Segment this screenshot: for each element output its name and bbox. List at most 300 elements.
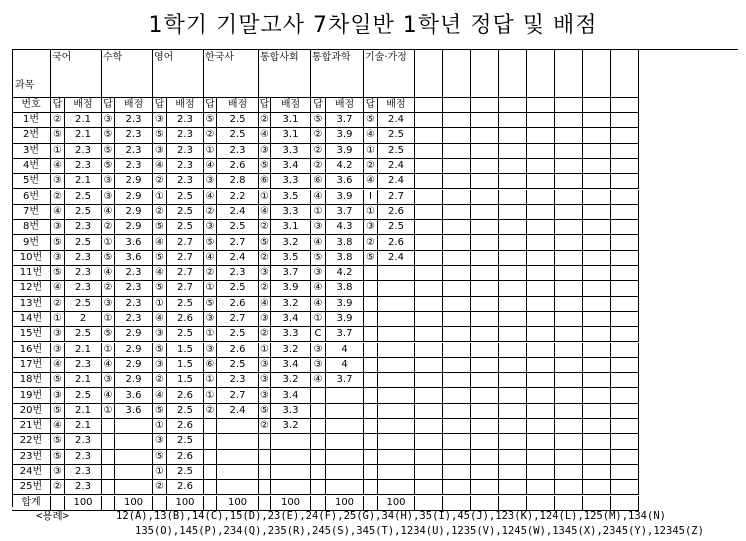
score-cell: 2.3 bbox=[65, 144, 102, 159]
empty-cell bbox=[611, 358, 639, 373]
answer-cell: ⑤ bbox=[102, 159, 115, 174]
answer-cell: ⑤ bbox=[153, 281, 167, 296]
score-cell bbox=[326, 388, 364, 403]
empty-cell bbox=[555, 312, 583, 327]
answer-cell: ⑤ bbox=[102, 251, 115, 266]
score-cell: 2.9 bbox=[115, 174, 153, 189]
empty-cell bbox=[583, 404, 611, 419]
empty-cell bbox=[527, 128, 555, 143]
answer-cell: ② bbox=[153, 205, 167, 220]
score-cell bbox=[378, 312, 415, 327]
empty-cell bbox=[415, 144, 443, 159]
empty-cell bbox=[555, 480, 583, 495]
score-header: 배점 bbox=[378, 98, 415, 113]
subject-header: 통합사회 bbox=[259, 49, 311, 98]
empty-cell bbox=[555, 419, 583, 434]
empty-cell bbox=[415, 434, 443, 449]
answer-cell: ① bbox=[153, 297, 167, 312]
score-cell bbox=[326, 434, 364, 449]
empty-cell bbox=[527, 98, 555, 113]
empty-cell bbox=[471, 159, 499, 174]
empty-cell bbox=[583, 281, 611, 296]
empty-cell bbox=[527, 205, 555, 220]
empty-cell bbox=[583, 190, 611, 205]
subject-header: 통합과학 bbox=[311, 49, 364, 98]
score-cell: 2.9 bbox=[115, 343, 153, 358]
empty-cell bbox=[415, 343, 443, 358]
score-cell bbox=[217, 465, 259, 480]
answer-cell: ① bbox=[204, 327, 217, 342]
answer-cell: ④ bbox=[51, 419, 65, 434]
answer-cell: ④ bbox=[102, 388, 115, 403]
empty-cell bbox=[499, 281, 527, 296]
score-cell bbox=[271, 434, 311, 449]
score-cell: 2.7 bbox=[167, 251, 204, 266]
score-cell: 2.9 bbox=[115, 190, 153, 205]
score-cell bbox=[326, 465, 364, 480]
score-cell bbox=[378, 327, 415, 342]
empty-cell bbox=[499, 327, 527, 342]
score-cell bbox=[271, 465, 311, 480]
score-cell bbox=[378, 480, 415, 495]
answer-cell: ② bbox=[153, 480, 167, 495]
score-cell: 2.7 bbox=[167, 235, 204, 250]
answer-cell bbox=[204, 465, 217, 480]
empty-cell bbox=[583, 128, 611, 143]
empty-cell bbox=[499, 113, 527, 128]
score-cell: 3.6 bbox=[115, 235, 153, 250]
score-cell: 2.6 bbox=[167, 450, 204, 465]
answer-cell: ⑥ bbox=[259, 174, 271, 189]
empty-cell bbox=[583, 312, 611, 327]
score-cell: 2.3 bbox=[65, 434, 102, 449]
empty-cell bbox=[471, 251, 499, 266]
score-cell bbox=[217, 450, 259, 465]
score-cell bbox=[378, 465, 415, 480]
total-score-cell: 100 bbox=[217, 496, 259, 511]
empty-cell bbox=[583, 327, 611, 342]
empty-cell bbox=[555, 266, 583, 281]
answer-cell bbox=[311, 404, 326, 419]
score-cell bbox=[378, 266, 415, 281]
answer-cell bbox=[311, 480, 326, 495]
score-cell: 3.3 bbox=[271, 404, 311, 419]
score-cell bbox=[378, 343, 415, 358]
question-number: 24번 bbox=[12, 465, 51, 480]
empty-cell bbox=[499, 404, 527, 419]
score-cell: 2.3 bbox=[65, 220, 102, 235]
score-cell: 4.2 bbox=[326, 159, 364, 174]
empty-cell bbox=[555, 327, 583, 342]
score-cell: 2.5 bbox=[167, 404, 204, 419]
score-header: 배점 bbox=[167, 98, 204, 113]
empty-cell bbox=[611, 174, 639, 189]
score-cell: 3.9 bbox=[326, 297, 364, 312]
score-cell: 2.4 bbox=[217, 251, 259, 266]
question-number: 2번 bbox=[12, 128, 51, 143]
score-cell: 3.3 bbox=[271, 205, 311, 220]
question-number: 14번 bbox=[12, 312, 51, 327]
empty-cell bbox=[611, 388, 639, 403]
score-cell: 3.7 bbox=[326, 327, 364, 342]
empty-cell bbox=[471, 388, 499, 403]
empty-cell bbox=[527, 190, 555, 205]
answer-cell: ③ bbox=[51, 327, 65, 342]
empty-cell bbox=[611, 343, 639, 358]
score-cell: 2.3 bbox=[217, 144, 259, 159]
empty-cell bbox=[443, 281, 471, 296]
score-cell: 2.1 bbox=[65, 174, 102, 189]
empty-cell bbox=[499, 220, 527, 235]
answer-cell: ④ bbox=[311, 281, 326, 296]
score-cell: 3.9 bbox=[271, 281, 311, 296]
empty-header-cell bbox=[555, 49, 583, 98]
score-cell: 2.5 bbox=[378, 128, 415, 143]
answer-cell bbox=[364, 266, 378, 281]
answer-cell: ③ bbox=[259, 266, 271, 281]
score-cell: 3.8 bbox=[326, 281, 364, 296]
score-cell: 2.6 bbox=[167, 419, 204, 434]
score-cell bbox=[115, 480, 153, 495]
score-cell bbox=[217, 419, 259, 434]
answer-cell: ① bbox=[204, 144, 217, 159]
subject-header: 영어 bbox=[153, 49, 204, 98]
score-cell: 2.7 bbox=[167, 281, 204, 296]
legend-codes-1: 12(A),13(B),14(C),15(D),23(E),24(F),25(G),34(H),35(I),45(J),123(K),124(L),125(M),134(N) bbox=[116, 510, 666, 522]
answer-cell: ④ bbox=[364, 174, 378, 189]
answer-cell: ⑤ bbox=[51, 373, 65, 388]
empty-cell bbox=[499, 297, 527, 312]
answer-cell: ⑤ bbox=[311, 251, 326, 266]
empty-cell bbox=[555, 404, 583, 419]
score-cell bbox=[271, 450, 311, 465]
empty-cell bbox=[443, 358, 471, 373]
answer-cell: ④ bbox=[204, 251, 217, 266]
empty-cell bbox=[415, 480, 443, 495]
empty-cell bbox=[527, 358, 555, 373]
empty-header-cell bbox=[527, 49, 555, 98]
score-cell: 2.6 bbox=[217, 297, 259, 312]
score-cell: 2.3 bbox=[65, 266, 102, 281]
answer-cell: ② bbox=[102, 281, 115, 296]
subject-header: 수학 bbox=[102, 49, 153, 98]
score-cell: 2.3 bbox=[217, 373, 259, 388]
empty-cell bbox=[611, 465, 639, 480]
answer-cell: ② bbox=[259, 327, 271, 342]
empty-cell bbox=[471, 419, 499, 434]
empty-cell bbox=[499, 174, 527, 189]
empty-cell bbox=[527, 450, 555, 465]
answer-cell: ① bbox=[259, 343, 271, 358]
score-cell: 2.3 bbox=[115, 128, 153, 143]
empty-cell bbox=[527, 297, 555, 312]
score-cell: 2.6 bbox=[167, 312, 204, 327]
question-number: 25번 bbox=[12, 480, 51, 495]
answer-cell: ② bbox=[153, 373, 167, 388]
score-cell: 2.5 bbox=[167, 327, 204, 342]
answer-cell: ① bbox=[153, 190, 167, 205]
empty-cell bbox=[611, 220, 639, 235]
empty-cell bbox=[555, 450, 583, 465]
answer-cell: ④ bbox=[153, 235, 167, 250]
empty-cell bbox=[555, 128, 583, 143]
answer-cell: ⑥ bbox=[204, 358, 217, 373]
score-cell: 2.5 bbox=[65, 190, 102, 205]
answer-cell: ④ bbox=[259, 128, 271, 143]
score-cell bbox=[326, 480, 364, 495]
empty-cell bbox=[471, 450, 499, 465]
answer-cell bbox=[364, 297, 378, 312]
score-cell: 3.1 bbox=[271, 220, 311, 235]
empty-cell bbox=[471, 235, 499, 250]
score-cell: 2.3 bbox=[167, 159, 204, 174]
answer-cell: ⑤ bbox=[51, 128, 65, 143]
empty-cell bbox=[499, 144, 527, 159]
score-cell bbox=[378, 419, 415, 434]
score-cell: 2.5 bbox=[217, 327, 259, 342]
score-cell: 3.4 bbox=[271, 159, 311, 174]
empty-cell bbox=[555, 174, 583, 189]
answer-cell bbox=[259, 480, 271, 495]
answer-cell: ② bbox=[102, 220, 115, 235]
empty-cell bbox=[471, 404, 499, 419]
question-number: 15번 bbox=[12, 327, 51, 342]
empty-cell bbox=[443, 235, 471, 250]
empty-cell bbox=[527, 266, 555, 281]
score-cell: 3.1 bbox=[271, 128, 311, 143]
answer-cell bbox=[204, 480, 217, 495]
score-header: 배점 bbox=[65, 98, 102, 113]
empty-cell bbox=[611, 266, 639, 281]
answer-cell: ② bbox=[51, 190, 65, 205]
answer-cell: ⑤ bbox=[364, 113, 378, 128]
score-cell: 2.3 bbox=[65, 358, 102, 373]
score-cell: 2.3 bbox=[217, 266, 259, 281]
score-cell bbox=[378, 297, 415, 312]
question-number: 7번 bbox=[12, 205, 51, 220]
empty-cell bbox=[499, 266, 527, 281]
score-cell: 3.4 bbox=[271, 388, 311, 403]
score-cell: 1.5 bbox=[167, 373, 204, 388]
empty-cell bbox=[555, 434, 583, 449]
score-cell bbox=[115, 465, 153, 480]
score-cell: 2.3 bbox=[65, 281, 102, 296]
answer-cell: ② bbox=[204, 404, 217, 419]
score-cell: 3.7 bbox=[271, 266, 311, 281]
empty-cell bbox=[415, 190, 443, 205]
answer-cell: ② bbox=[311, 144, 326, 159]
answer-cell: ② bbox=[204, 205, 217, 220]
total-score-cell: 100 bbox=[65, 496, 102, 511]
answer-cell: ② bbox=[259, 419, 271, 434]
total-score-cell: 100 bbox=[167, 496, 204, 511]
question-number: 11번 bbox=[12, 266, 51, 281]
score-cell: 2.1 bbox=[65, 404, 102, 419]
empty-cell bbox=[471, 297, 499, 312]
answer-cell: ⑤ bbox=[311, 113, 326, 128]
empty-cell bbox=[527, 220, 555, 235]
answer-cell: ① bbox=[311, 205, 326, 220]
empty-cell bbox=[583, 480, 611, 495]
answer-cell: ④ bbox=[364, 128, 378, 143]
answer-cell: ③ bbox=[259, 358, 271, 373]
answer-cell bbox=[204, 450, 217, 465]
empty-cell bbox=[527, 174, 555, 189]
empty-cell bbox=[443, 419, 471, 434]
empty-cell bbox=[415, 450, 443, 465]
empty-cell bbox=[555, 373, 583, 388]
empty-cell bbox=[499, 419, 527, 434]
question-number: 21번 bbox=[12, 419, 51, 434]
empty-cell bbox=[415, 220, 443, 235]
subject-header: 국어 bbox=[51, 49, 102, 98]
answer-cell: ③ bbox=[204, 343, 217, 358]
empty-cell bbox=[583, 343, 611, 358]
empty-cell bbox=[527, 434, 555, 449]
answer-cell bbox=[204, 419, 217, 434]
total-score-cell: 100 bbox=[271, 496, 311, 511]
empty-cell bbox=[471, 128, 499, 143]
answer-cell bbox=[311, 388, 326, 403]
empty-cell bbox=[443, 128, 471, 143]
empty-cell bbox=[443, 327, 471, 342]
score-cell: 2.3 bbox=[65, 480, 102, 495]
empty-cell bbox=[527, 312, 555, 327]
empty-cell bbox=[555, 235, 583, 250]
question-number: 22번 bbox=[12, 434, 51, 449]
answer-cell: ① bbox=[153, 419, 167, 434]
empty-cell bbox=[611, 190, 639, 205]
score-cell: 2.5 bbox=[167, 190, 204, 205]
answer-cell: ⑤ bbox=[102, 144, 115, 159]
empty-cell bbox=[499, 358, 527, 373]
answer-cell bbox=[102, 465, 115, 480]
score-cell: 2.9 bbox=[115, 373, 153, 388]
answer-cell: ⑤ bbox=[153, 450, 167, 465]
answer-cell: ④ bbox=[311, 190, 326, 205]
score-cell bbox=[326, 450, 364, 465]
answer-cell: ③ bbox=[204, 174, 217, 189]
score-cell: 2.9 bbox=[115, 358, 153, 373]
score-cell: 2.5 bbox=[65, 235, 102, 250]
score-cell: 2.2 bbox=[217, 190, 259, 205]
score-cell: 2.3 bbox=[167, 174, 204, 189]
answer-cell: ⑤ bbox=[364, 251, 378, 266]
legend bbox=[36, 509, 736, 539]
answer-cell: ⑤ bbox=[153, 220, 167, 235]
score-cell: 2.5 bbox=[217, 358, 259, 373]
score-cell: 2.5 bbox=[167, 297, 204, 312]
score-cell: 3.3 bbox=[271, 144, 311, 159]
score-cell: 2.5 bbox=[65, 327, 102, 342]
answer-cell: ② bbox=[51, 480, 65, 495]
answer-cell: ③ bbox=[259, 312, 271, 327]
empty-cell bbox=[583, 205, 611, 220]
score-header: 배점 bbox=[271, 98, 311, 113]
score-cell: 2.6 bbox=[217, 343, 259, 358]
score-cell: 2.1 bbox=[65, 373, 102, 388]
score-cell bbox=[378, 404, 415, 419]
score-header: 배점 bbox=[217, 98, 259, 113]
empty-cell bbox=[611, 480, 639, 495]
empty-cell bbox=[443, 450, 471, 465]
empty-cell bbox=[415, 128, 443, 143]
score-cell: 3.7 bbox=[326, 113, 364, 128]
empty-cell bbox=[527, 327, 555, 342]
answer-cell: ③ bbox=[51, 343, 65, 358]
answer-cell: ② bbox=[204, 128, 217, 143]
score-cell: 3.2 bbox=[271, 419, 311, 434]
empty-cell bbox=[555, 159, 583, 174]
question-number: 12번 bbox=[12, 281, 51, 296]
answer-cell: ① bbox=[311, 312, 326, 327]
empty-cell bbox=[583, 235, 611, 250]
empty-cell bbox=[583, 159, 611, 174]
answer-cell: ④ bbox=[259, 205, 271, 220]
answer-cell bbox=[364, 388, 378, 403]
score-cell: 2.3 bbox=[65, 465, 102, 480]
score-cell: 2.5 bbox=[378, 144, 415, 159]
empty-cell bbox=[415, 312, 443, 327]
answer-cell: ② bbox=[51, 113, 65, 128]
answer-cell: ⑤ bbox=[204, 297, 217, 312]
answer-cell: ③ bbox=[153, 434, 167, 449]
answer-cell: ③ bbox=[259, 373, 271, 388]
empty-cell bbox=[555, 220, 583, 235]
score-cell bbox=[217, 434, 259, 449]
empty-cell bbox=[443, 251, 471, 266]
empty-cell bbox=[471, 144, 499, 159]
answer-cell: ① bbox=[153, 465, 167, 480]
answer-cell: ① bbox=[204, 281, 217, 296]
empty-cell bbox=[499, 434, 527, 449]
score-cell: 3.9 bbox=[326, 128, 364, 143]
score-cell: 3.3 bbox=[271, 174, 311, 189]
score-cell: 3.8 bbox=[326, 251, 364, 266]
answer-header: 답 bbox=[259, 98, 271, 113]
question-number: 1번 bbox=[12, 113, 51, 128]
answer-cell bbox=[259, 465, 271, 480]
score-header: 배점 bbox=[115, 98, 153, 113]
answer-cell: ③ bbox=[51, 220, 65, 235]
empty-cell bbox=[499, 312, 527, 327]
answer-cell: ④ bbox=[51, 281, 65, 296]
empty-cell bbox=[415, 113, 443, 128]
score-cell: 2.3 bbox=[65, 450, 102, 465]
score-cell: 3.9 bbox=[326, 190, 364, 205]
score-cell bbox=[217, 480, 259, 495]
score-cell: 2.4 bbox=[378, 251, 415, 266]
empty-cell bbox=[611, 434, 639, 449]
score-cell bbox=[378, 388, 415, 403]
answer-cell bbox=[364, 312, 378, 327]
legend-codes-2: 135(O),145(P),234(Q),235(R),245(S),345(T),1234(U),1235(V),1245(W),1345(X),2345(Y),12345(Z) bbox=[135, 525, 704, 537]
score-cell: 2.1 bbox=[65, 343, 102, 358]
empty-cell bbox=[611, 98, 639, 113]
empty-cell bbox=[527, 419, 555, 434]
answer-cell: ② bbox=[51, 297, 65, 312]
answer-cell bbox=[364, 450, 378, 465]
answer-cell: ① bbox=[364, 144, 378, 159]
empty-cell bbox=[443, 220, 471, 235]
empty-cell bbox=[583, 266, 611, 281]
empty-cell bbox=[443, 404, 471, 419]
score-cell: 4 bbox=[326, 343, 364, 358]
answer-cell: ③ bbox=[153, 358, 167, 373]
empty-cell bbox=[415, 419, 443, 434]
answer-cell: ③ bbox=[259, 144, 271, 159]
empty-cell bbox=[443, 312, 471, 327]
